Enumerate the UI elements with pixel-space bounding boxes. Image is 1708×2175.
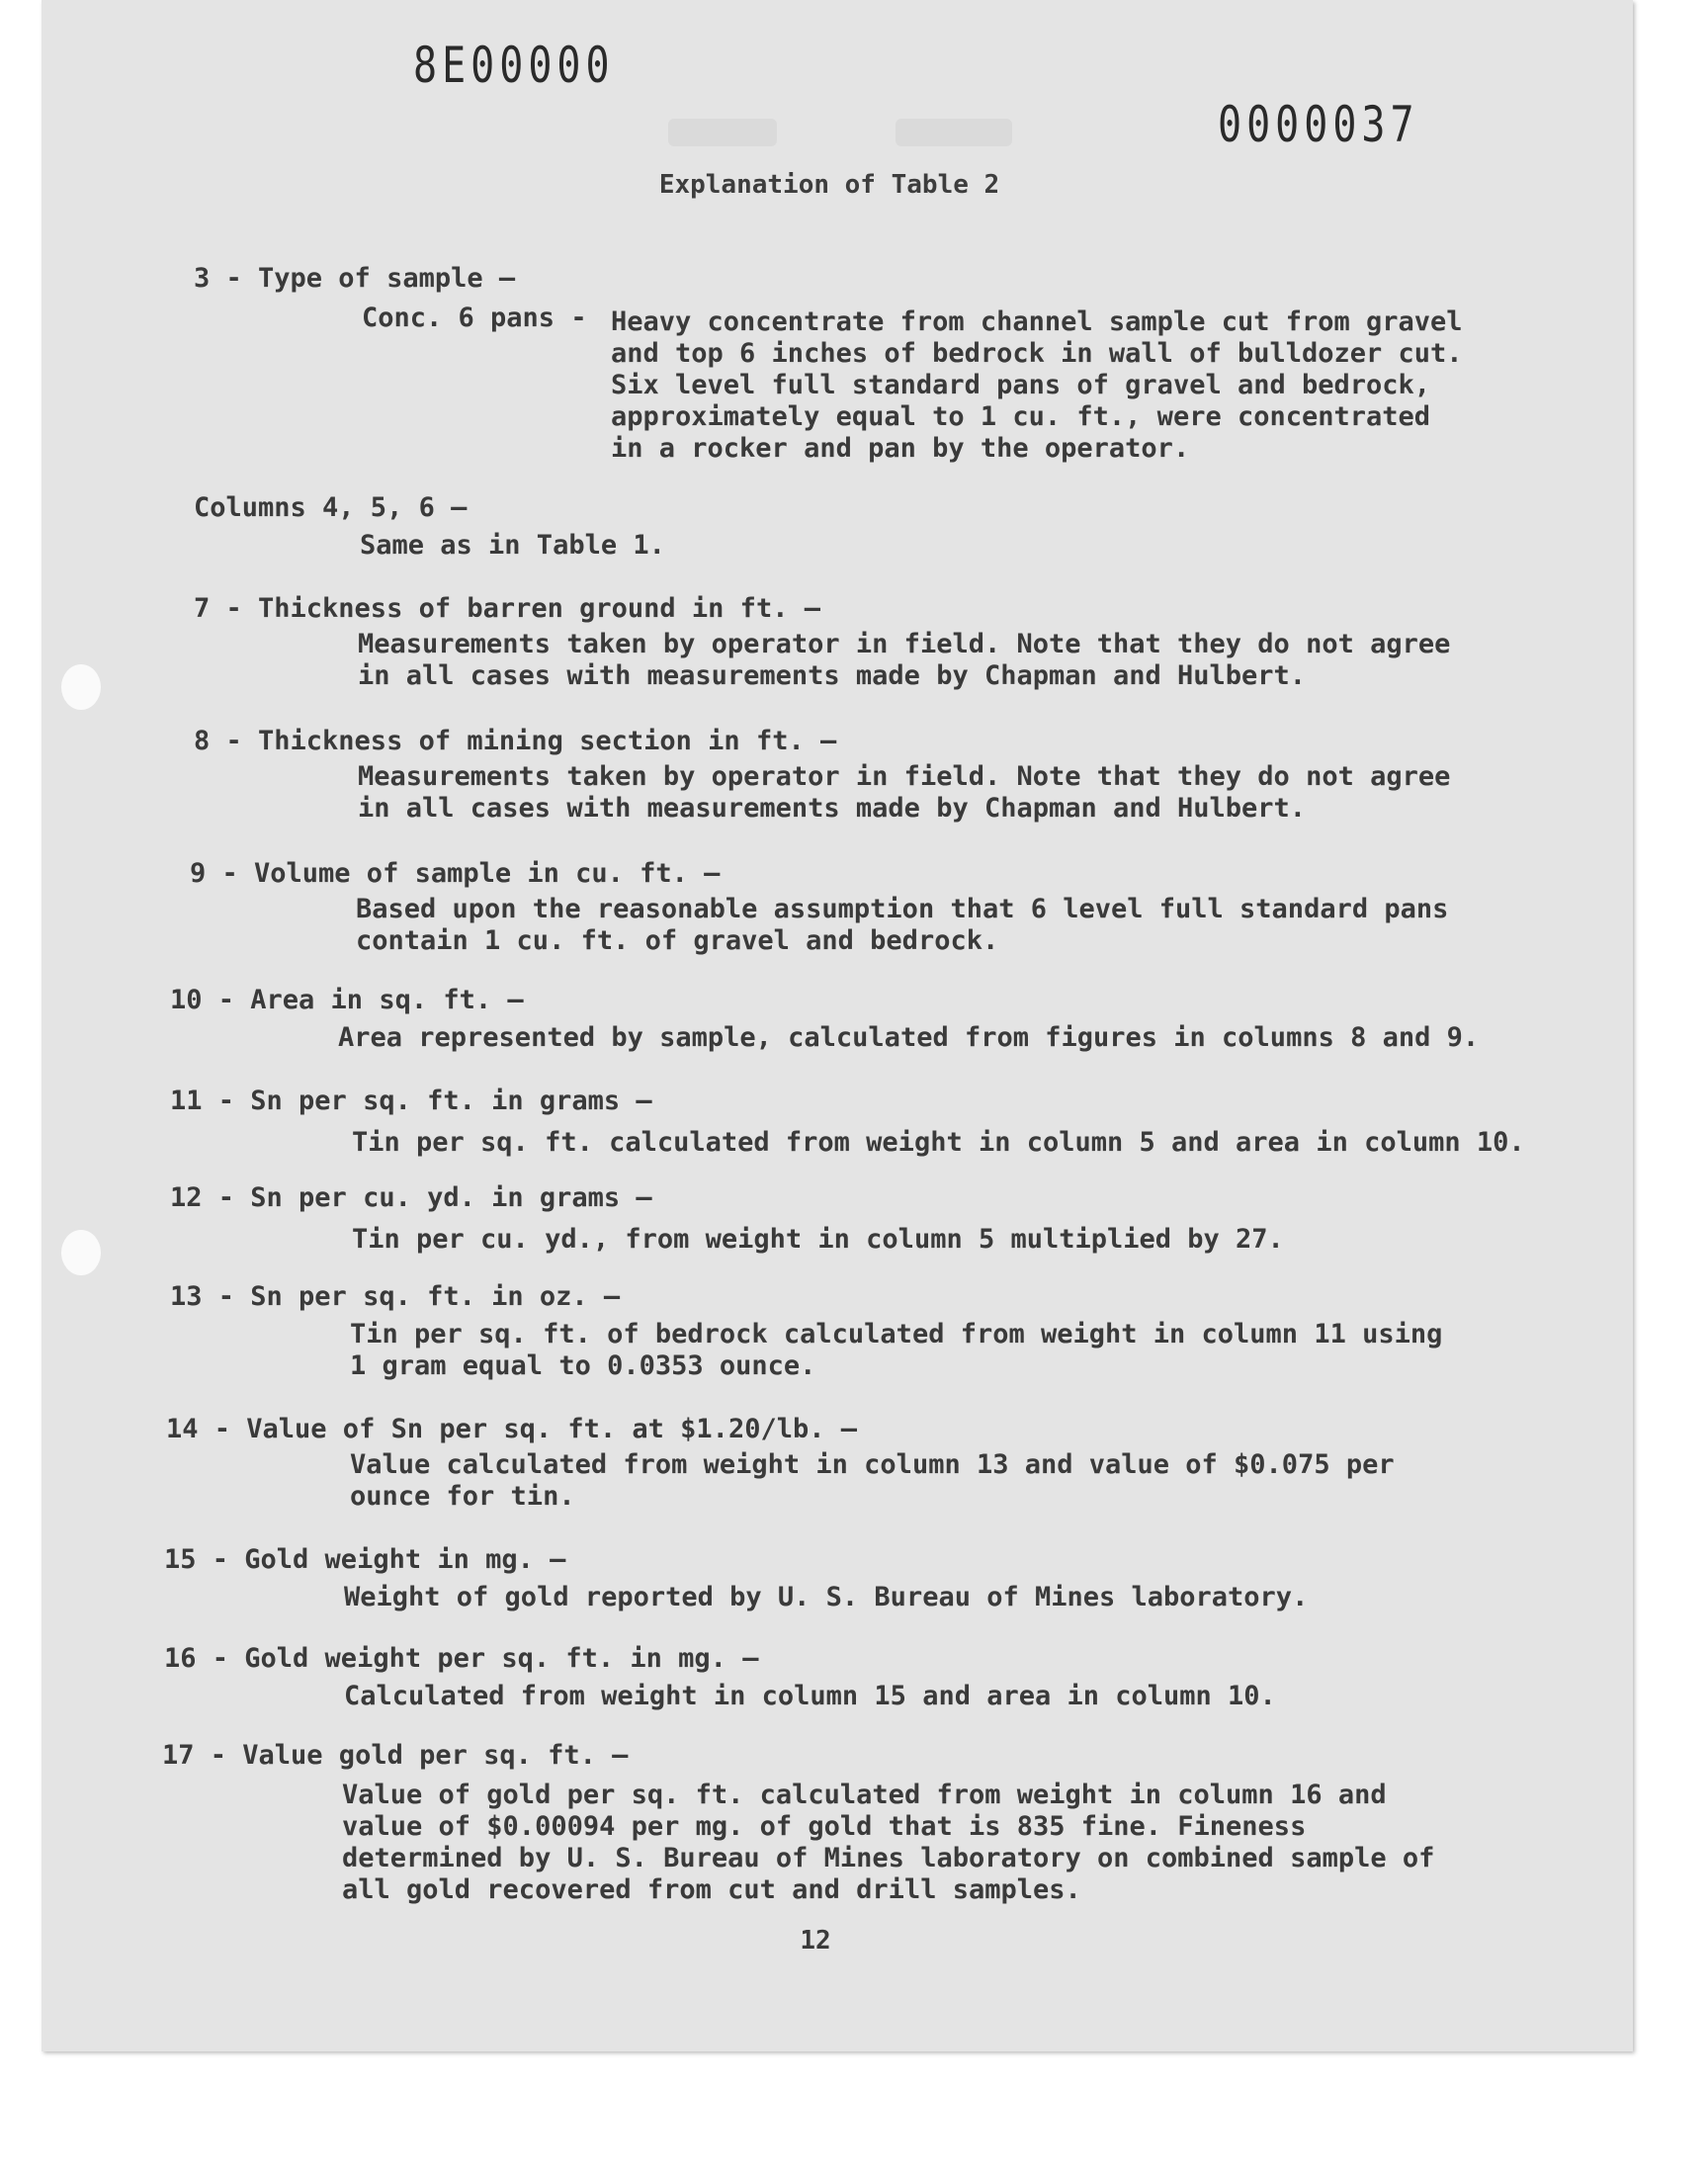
punch-hole (61, 664, 101, 710)
item-heading-columns-4-5-6: Columns 4, 5, 6 — (194, 492, 468, 523)
item-heading-17: 17 - Value gold per sq. ft. — (162, 1740, 629, 1771)
item-description-columns-4-5-6: Same as in Table 1. (360, 530, 665, 561)
item-heading-14: 14 - Value of Sn per sq. ft. at $1.20/lb. — (166, 1414, 857, 1444)
page-number: 12 (800, 1926, 831, 1956)
item-heading-10: 10 - Area in sq. ft. — (170, 985, 524, 1015)
smudge-mark (896, 119, 1012, 146)
item-heading-7: 7 - Thickness of barren ground in ft. — (194, 593, 820, 624)
item-heading-13: 13 - Sn per sq. ft. in oz. — (170, 1281, 621, 1312)
item-description-8: Measurements taken by operator in field. Note that they do not agree in all cases with measurements made by Chapman and Hulbert. (358, 761, 1451, 824)
item-heading-3: 3 - Type of sample — (194, 263, 516, 294)
item-heading-16: 16 - Gold weight per sq. ft. in mg. — (164, 1643, 759, 1674)
item-description-12: Tin per cu. yd., from weight in column 5 multiplied by 27. (352, 1224, 1284, 1255)
item-description-3: Heavy concentrate from channel sample cut from gravel and top 6 inches of bedrock in wall of bulldozer cut. Six level full standard pans of gravel and bedrock, approximately equal to 1 cu. ft., were concentrated in a rocker and pan by the operator. (611, 306, 1463, 464)
item-description-9: Based upon the reasonable assumption that 6 level full standard pans contain 1 cu. ft. of gravel and bedrock. (356, 894, 1449, 956)
page-title: Explanation of Table 2 (658, 170, 1000, 200)
smudge-mark (668, 119, 777, 146)
handwritten-number-right: 0000037 (1218, 97, 1419, 154)
punch-hole (61, 1230, 101, 1275)
item-description-17: Value of gold per sq. ft. calculated from weight in column 16 and value of $0.00094 per mg. of gold that is 835 fine. Fineness determined by U. S. Bureau of Mines laboratory on combined sample of all gold recovered from cut and drill samples. (342, 1780, 1435, 1905)
item-heading-11: 11 - Sn per sq. ft. in grams — (170, 1086, 652, 1116)
item-heading-12: 12 - Sn per cu. yd. in grams — (170, 1182, 652, 1213)
item-description-15: Weight of gold reported by U. S. Bureau of Mines laboratory. (344, 1582, 1309, 1612)
item-description-14: Value calculated from weight in column 13 and value of $0.075 per ounce for tin. (350, 1449, 1395, 1512)
item-sublabel-3: Conc. 6 pans - (362, 303, 587, 333)
handwritten-number-left: 8E00000 (413, 38, 615, 95)
item-description-7: Measurements taken by operator in field. Note that they do not agree in all cases with measurements made by Chapman and Hulbert. (358, 629, 1451, 691)
item-description-10: Area represented by sample, calculated from figures in columns 8 and 9. (338, 1022, 1480, 1053)
item-heading-9: 9 - Volume of sample in cu. ft. — (190, 858, 721, 889)
item-description-11: Tin per sq. ft. calculated from weight in column 5 and area in column 10. (352, 1127, 1525, 1158)
item-description-13: Tin per sq. ft. of bedrock calculated from weight in column 11 using 1 gram equal to 0.0353 ounce. (350, 1319, 1443, 1381)
item-heading-15: 15 - Gold weight in mg. — (164, 1544, 566, 1575)
item-description-16: Calculated from weight in column 15 and area in column 10. (344, 1681, 1276, 1711)
item-heading-8: 8 - Thickness of mining section in ft. — (194, 726, 837, 756)
